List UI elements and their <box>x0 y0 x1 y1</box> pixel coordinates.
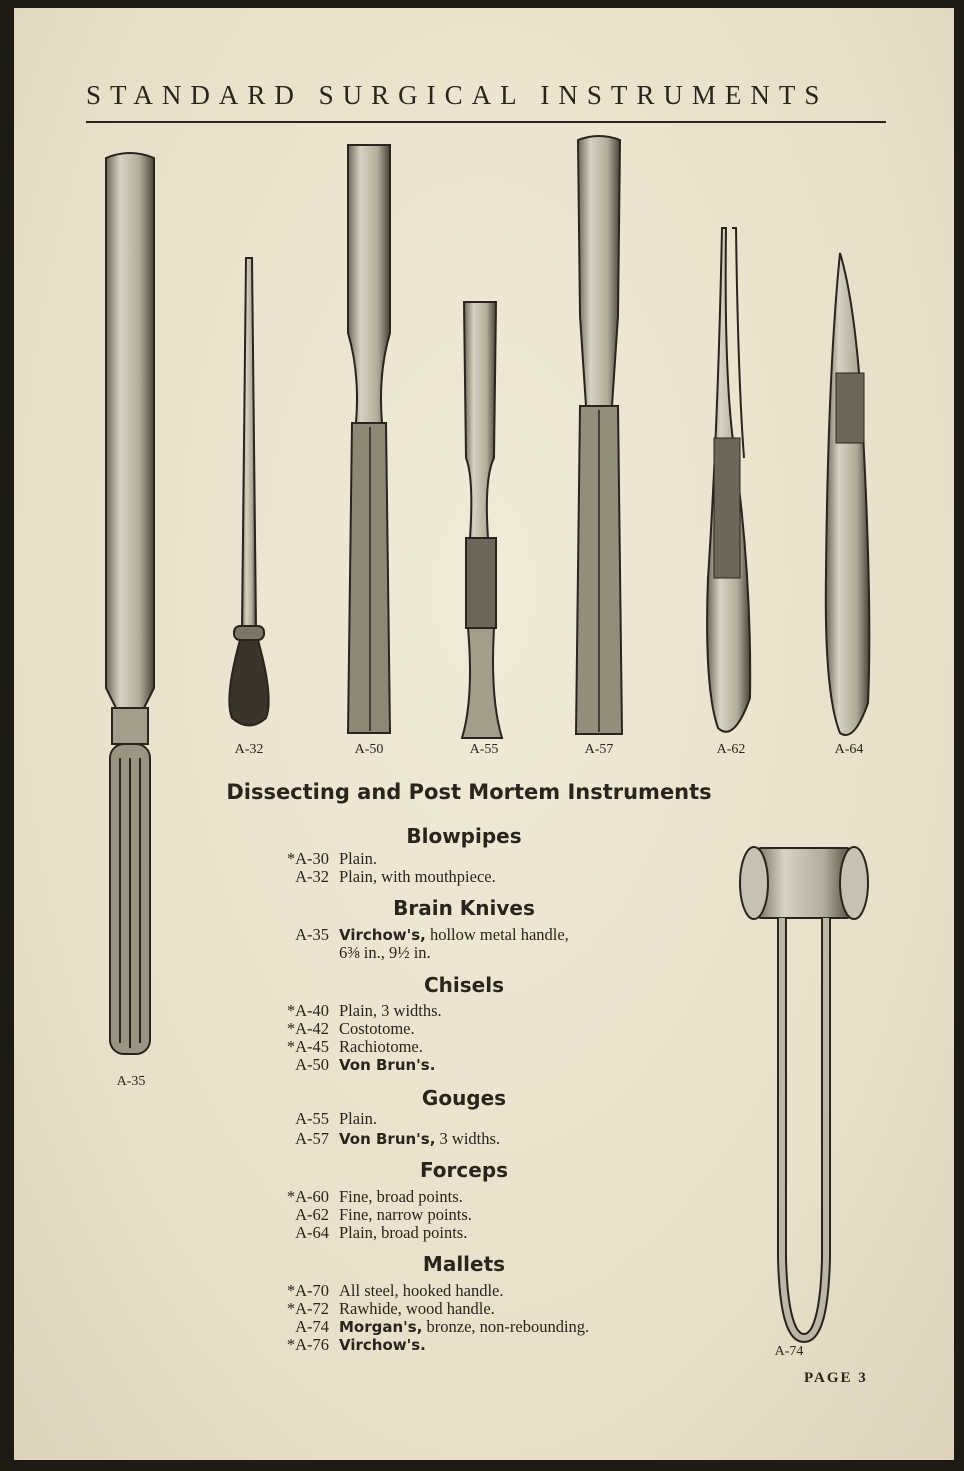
group-title: Mallets <box>422 1252 506 1276</box>
figure-label: A-35 <box>116 1074 146 1089</box>
mallet-icon <box>724 838 884 1358</box>
list-item: *A-42 Costotome. <box>286 1019 415 1038</box>
list-item: *A-76 Virchow's. <box>286 1335 426 1354</box>
list-item: *A-70 All steel, hooked handle. <box>286 1281 504 1300</box>
brain-knife-icon <box>90 148 170 1068</box>
list-item: A-32 Plain, with mouthpiece. <box>295 867 496 886</box>
figure-label: A-57 <box>584 742 614 757</box>
list-item: A-64 Plain, broad points. <box>295 1223 468 1242</box>
forceps-icon <box>814 253 884 743</box>
list-item: *A-72 Rawhide, wood handle. <box>286 1299 495 1318</box>
group-title: Gouges <box>421 1086 507 1110</box>
group-title: Chisels <box>424 973 504 997</box>
figure-label: A-55 <box>469 742 499 757</box>
chisel-icon <box>334 143 404 743</box>
figure-label: A-32 <box>234 742 264 757</box>
group-title: Forceps <box>419 1158 509 1182</box>
page-header: STANDARD SURGICAL INSTRUMENTS <box>86 80 829 110</box>
list-item: A-55 Plain. <box>295 1109 378 1128</box>
list-item: A-62 Fine, narrow points. <box>295 1205 472 1224</box>
forceps-icon <box>694 228 764 743</box>
group-title: Brain Knives <box>393 896 535 920</box>
list-item-continuation: 6⅜ in., 9½ in. <box>339 943 431 962</box>
gouge-icon <box>564 136 634 743</box>
blowpipe-icon <box>214 258 284 738</box>
list-item: *A-45 Rachiotome. <box>286 1037 423 1056</box>
list-item: *A-60 Fine, broad points. <box>286 1187 463 1206</box>
list-item: A-74 Morgan's, bronze, non-rebounding. <box>295 1317 590 1336</box>
list-item: A-57 Von Brun's, 3 widths. <box>295 1129 501 1148</box>
figure-label: A-64 <box>834 742 864 757</box>
page-number: PAGE 3 <box>804 1370 868 1386</box>
header-rule <box>86 121 886 123</box>
catalog-page <box>14 8 954 1460</box>
list-item: A-35 Virchow's, hollow metal handle, <box>295 925 569 944</box>
figure-label: A-62 <box>716 742 746 757</box>
gouge-icon <box>454 298 514 743</box>
list-item: *A-30 Plain. <box>286 849 378 868</box>
list-item: A-50 Von Brun's. <box>295 1055 436 1074</box>
list-item: *A-40 Plain, 3 widths. <box>286 1001 442 1020</box>
group-title: Blowpipes <box>406 824 522 848</box>
figure-label: A-50 <box>354 742 384 757</box>
figure-label: A-74 <box>774 1344 804 1359</box>
section-title: Dissecting and Post Mortem Instruments <box>226 780 712 804</box>
